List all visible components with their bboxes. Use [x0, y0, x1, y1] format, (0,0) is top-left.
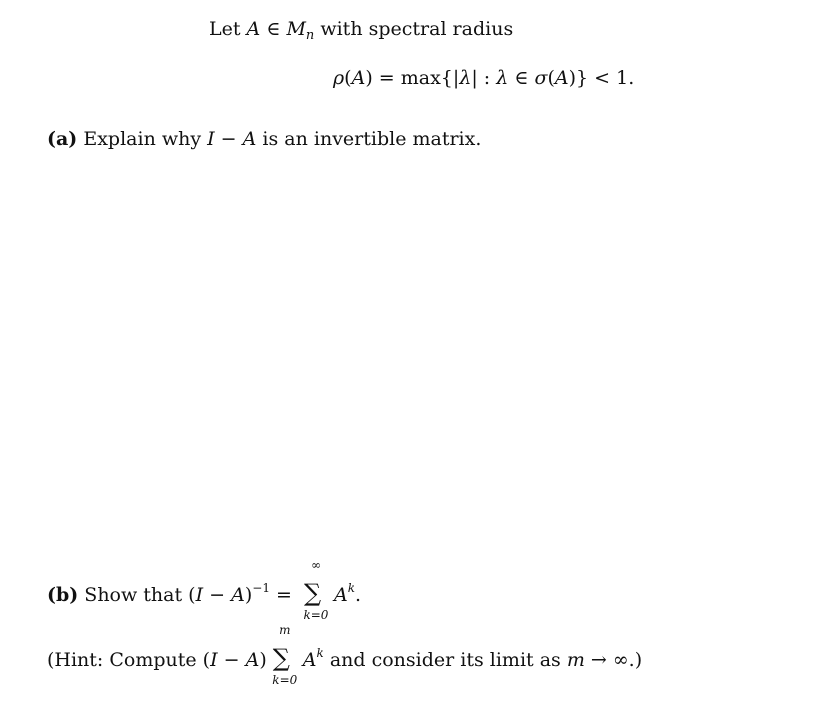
intro-let: Let [209, 18, 241, 40]
part-b-question [47, 558, 362, 622]
part-a-a: A [242, 128, 257, 150]
intro-matrix-a: A [246, 18, 261, 40]
hint-i: I [210, 649, 218, 671]
formula-bar-colon: | : [471, 67, 497, 89]
formula-rho: ρ [333, 67, 345, 89]
part-b-close: ) [244, 584, 253, 606]
formula-end: } < 1. [576, 67, 635, 89]
hint-m: m [566, 649, 585, 671]
part-b-eq: = [269, 584, 298, 606]
part-b-minus: − [203, 584, 232, 606]
part-a-minus: − [214, 128, 243, 150]
formula-sigma: σ [534, 67, 548, 89]
hint-a-2: A [302, 649, 317, 671]
intro-m: M [286, 18, 306, 40]
part-b-text-1: Show that ( [78, 584, 196, 606]
part-b-exponent: −1 [252, 581, 270, 595]
part-b-i: I [195, 584, 204, 606]
intro-n: n [305, 28, 315, 43]
hint-sum-upper: m [279, 623, 291, 637]
spectral-radius-formula [333, 69, 634, 88]
part-b-label: (b) [47, 584, 79, 606]
part-b-end: . [354, 584, 362, 606]
intro-in-symbol: ∈ [266, 18, 281, 40]
hint-a: A [245, 649, 260, 671]
part-b-sum-lower: k=0 [303, 608, 329, 622]
formula-a: A [351, 67, 366, 89]
part-a-label: (a) [47, 128, 78, 150]
part-a-text-1: Explain why [77, 128, 208, 150]
hint-sum-lower: k=0 [272, 673, 298, 687]
hint-sum-symbol: ∑ [272, 644, 290, 672]
intro-rest: with spectral radius [320, 18, 514, 40]
formula-close-2: ) [568, 67, 577, 89]
formula-open-2: ( [547, 67, 555, 89]
hint-arrow: → ∞.) [584, 649, 643, 671]
hint-minus: − [217, 649, 246, 671]
part-b-sum-symbol: ∑ [303, 579, 322, 607]
part-a-question [47, 130, 481, 149]
part-b-a: A [231, 584, 245, 606]
part-a-text-2: is an invertible matrix. [256, 128, 482, 150]
hint-text-2: and consider its limit as [323, 649, 567, 671]
part-b-a-2: A [333, 584, 348, 606]
formula-open: ( [344, 67, 352, 89]
part-a-i: I [207, 128, 215, 150]
formula-eq-max: = max{| [372, 67, 460, 89]
hint-summation [271, 623, 299, 687]
formula-in-symbol: ∈ [508, 67, 535, 89]
intro-line [209, 20, 513, 42]
hint-line [47, 623, 643, 687]
hint-close: ) [259, 649, 267, 671]
part-b-sum-upper: ∞ [310, 558, 321, 572]
formula-a-2: A [554, 67, 569, 89]
formula-lambda-2: λ [496, 67, 509, 89]
hint-text-1: (Hint: Compute ( [47, 649, 211, 671]
part-b-summation [302, 558, 330, 622]
formula-lambda-1: λ [459, 67, 472, 89]
part-b-k: k [347, 581, 355, 595]
formula-close: ) [365, 67, 373, 89]
hint-k: k [316, 646, 324, 660]
